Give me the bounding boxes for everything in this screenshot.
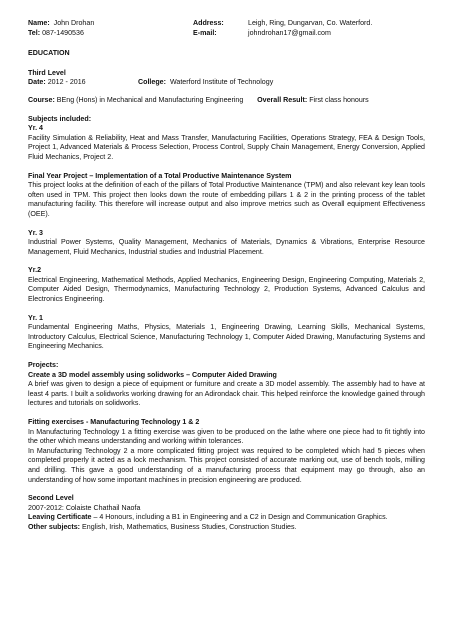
date-value: 2012 - 2016	[47, 78, 86, 87]
yr3-subjects: Industrial Power Systems, Quality Management, Mechanics of Materials, Dynamics & Vibrations, Enterprise Resource Management, Fluid Mechanics, Industrial studies and Industrial Placement.	[28, 238, 425, 256]
project1-text: A brief was given to design a piece of equipment or furniture and create a 3D model assembly. The assembly had to have at least 4 parts. I built a solidworks working drawing for an Adirondack chair. This helped reinforce the knowledge gained through lectures and tutorials on solidworks.	[28, 380, 425, 408]
result-value: First class honours	[309, 95, 369, 104]
contact-row-2	[28, 29, 425, 39]
yr1-subjects: Fundamental Engineering Maths, Physics, Materials 1, Engineering Drawing, Learning Skills, Mechanical Systems, Introductory Calculus, Electrical Science, Manufacturing Technology 1, Computer Aided Drawing, Manufacturing Systems and Engineering Mechanics.	[28, 323, 425, 351]
other-subjects-row	[28, 523, 425, 533]
address-value: Leigh, Ring, Dungarvan, Co. Waterford.	[248, 19, 373, 27]
tel-value: 087-1490536	[42, 28, 84, 37]
yr2-subjects: Electrical Engineering, Mathematical Methods, Applied Mechanics, Engineering Design, Engineering Computing, Materials 2, Computer Aided Design, Thermodynamics, Manufacturing Technology 2, Production Systems, Advanced Calculus and Electronics Engineering.	[28, 275, 425, 304]
project2-text-2: In Manufacturing Technology 2 a more complicated fitting project was required to be completed which had 5 pieces when completed properly it acted as a lock mechanism. This project consisted of accurate marking out, use of bench tools, milling and drilling. This gave a good understanding of a manufacturing process that equipment may go through, also an understanding of how some important machines in precision engineering are produced.	[28, 446, 425, 484]
result-label: Overall Result:	[257, 95, 308, 104]
yr4-subjects: Facility Simulation & Reliability, Heat and Mass Transfer, Manufacturing Facilities, Operations Strategy, FEA & Design Tools, Project 1, Advanced Materials & Process Selection, Process Control, Supply Chain Management, Energy Conversion, Applied Fluid Mechanics, Project 2.	[28, 133, 425, 161]
date-college-row	[28, 78, 425, 88]
project1-heading: Create a 3D model assembly using solidworks – Computer Aided Drawing	[28, 370, 277, 379]
other-subjects-label: Other subjects:	[28, 522, 81, 531]
name-value: John Drohan	[53, 19, 95, 27]
email-value: johndrohan17@gmail.com	[248, 28, 331, 37]
address-label: Address:	[193, 19, 224, 27]
yr3-heading: Yr. 3	[28, 228, 43, 237]
project2-text-1: In Manufacturing Technology 1 a fitting exercise was given to be produced on the lathe where one piece had to fit tightly into the other which means understanding and working within tolerances.	[28, 427, 425, 446]
education-heading: EDUCATION	[28, 49, 70, 58]
third-level-heading: Third Level	[28, 68, 66, 77]
name-label: Name:	[28, 19, 50, 27]
yr4-heading: Yr. 4	[28, 124, 43, 133]
date-label: Date:	[28, 78, 46, 87]
second-level-heading: Second Level	[28, 494, 74, 503]
leaving-cert-text: – 4 Honours, including a B1 in Engineering and a C2 in Design and Communication Graphics.	[91, 513, 388, 522]
projects-heading: Projects:	[28, 361, 59, 370]
college-value: Waterford Institute of Technology	[169, 78, 274, 87]
email-label: E-mail:	[193, 28, 217, 37]
school-years: 2007-2012: Colaiste Chathail Naofa	[28, 503, 141, 512]
leaving-cert-label: Leaving Certificate	[28, 513, 92, 522]
tel-label: Tel:	[28, 28, 41, 37]
project2-heading: Fitting exercises - Manufacturing Technology 1 & 2	[28, 418, 200, 426]
yr2-heading: Yr.2	[28, 266, 42, 275]
course-label: Course:	[28, 95, 55, 104]
final-project-heading: Final Year Project – Implementation of a Total Productive Maintenance System	[28, 171, 292, 180]
yr1-heading: Yr. 1	[28, 313, 43, 322]
contact-row-1	[28, 19, 425, 29]
subjects-heading: Subjects included:	[28, 114, 92, 123]
course-value: BEng (Hons) in Mechanical and Manufacturing Engineering	[56, 95, 244, 104]
final-project-text: This project looks at the definition of each of the pillars of Total Productive Maintenance (TPM) and also relevant key lean tools often used in TPM. This project then looks down the route of embedding pillars 1 & 2 in the printing process of the tablet manufacturing facility. This therefore will increase output and also improve metrics such as Overall equipment Effectiveness (OEE).	[28, 181, 425, 218]
other-subjects-text: English, Irish, Mathematics, Business Studies, Construction Studies.	[80, 522, 297, 531]
leaving-cert-row	[28, 513, 425, 523]
course-row	[28, 96, 425, 106]
college-label: College:	[138, 78, 166, 87]
